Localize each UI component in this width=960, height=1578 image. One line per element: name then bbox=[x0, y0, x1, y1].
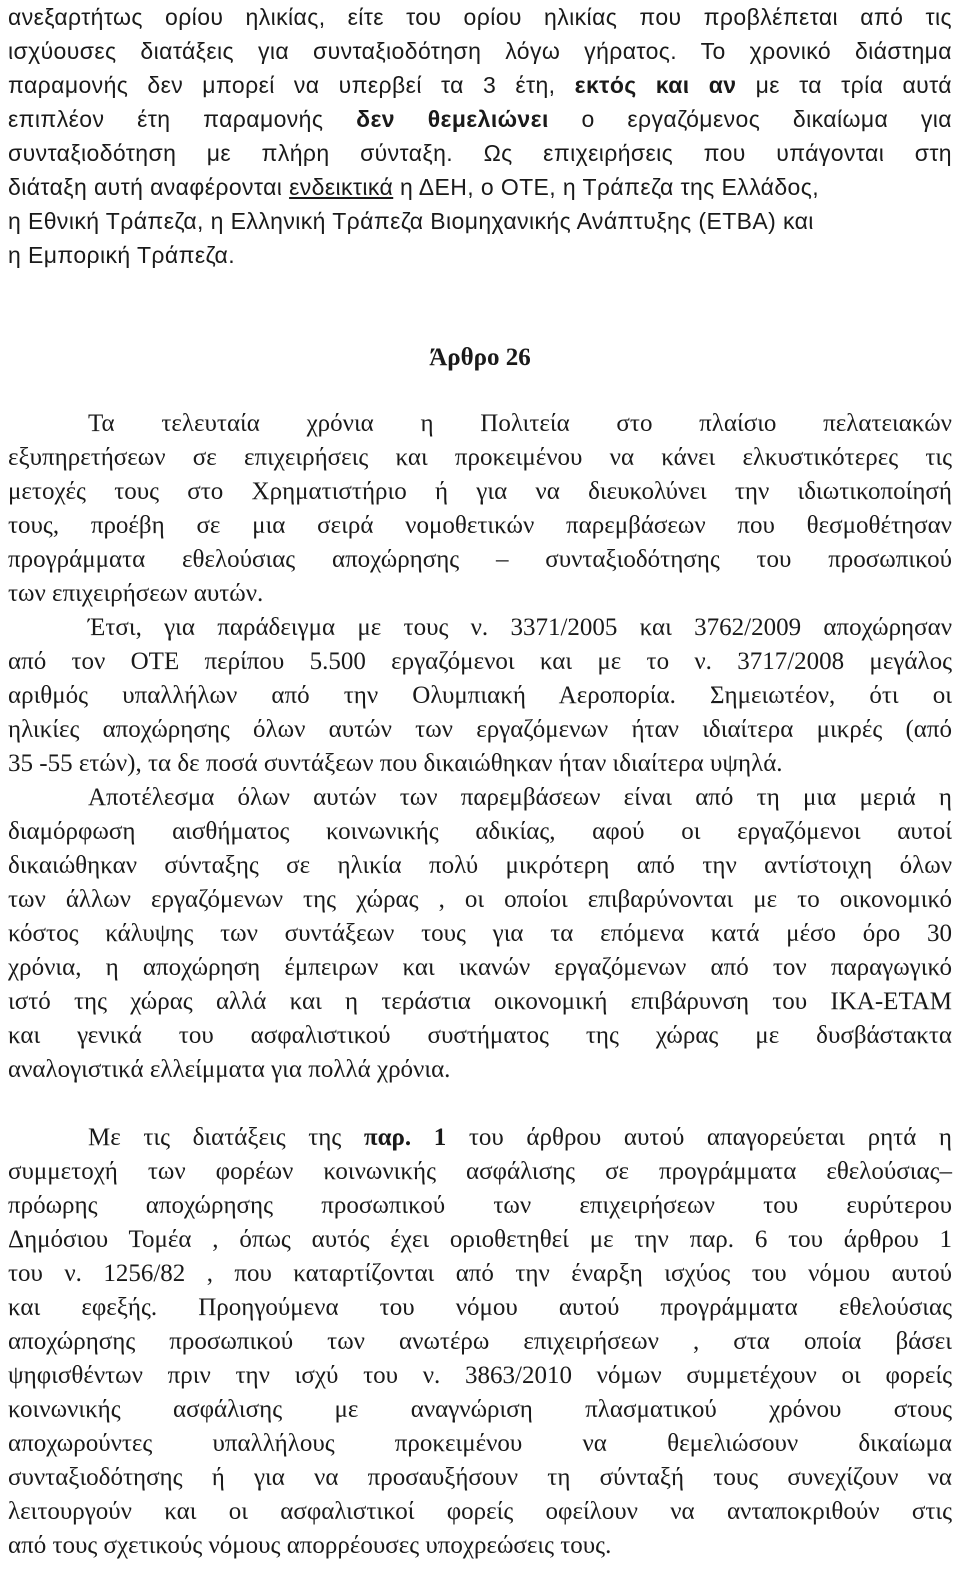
p1-line-1: Τα τελευταία χρόνια η Πολιτεία στο πλαίσιο πελατειακών bbox=[88, 410, 952, 437]
intro-line-8: η Εμπορική Τράπεζα. bbox=[8, 242, 236, 268]
text-run: διάταξη αυτή αναφέρονται bbox=[8, 174, 283, 200]
p4-line-2: συμμετοχή των φορέων κοινωνικής ασφάλισης σε προγράμματα εθελούσιας– bbox=[8, 1158, 952, 1185]
text-run: επιπλέον έτη παραμονής bbox=[8, 106, 324, 132]
p2-line-1: Έτσι, για παράδειγμα με τους ν. 3371/2005 και 3762/2009 αποχώρησαν bbox=[88, 614, 952, 641]
p4-line-5: του ν. 1256/82 , που καταρτίζονται από την έναρξη ισχύος του νόμου αυτού bbox=[8, 1260, 952, 1287]
p4-line-3: πρόωρης αποχώρησης προσωπικού των επιχειρήσεων του ευρύτερου bbox=[8, 1192, 952, 1219]
p3-line-8: και γενικά του ασφαλιστικού συστήματος της χώρας με δυσβάστακτα bbox=[8, 1022, 952, 1049]
bold-phrase: εκτός και αν bbox=[574, 72, 737, 98]
p2-line-5: 35 -55 ετών), τα δε ποσά συντάξεων που δικαιώθηκαν ήταν ιδιαίτερα υψηλά. bbox=[8, 750, 783, 777]
intro-line-1: ανεξαρτήτως ορίου ηλικίας, είτε του ορίου ηλικίας που προβλέπεται από τις bbox=[8, 4, 952, 30]
intro-line-3 bbox=[8, 68, 952, 102]
p4-line-9: κοινωνικής ασφάλισης με αναγνώριση πλασματικού χρόνου στους bbox=[8, 1396, 952, 1423]
text-run: Με τις διατάξεις της bbox=[88, 1124, 342, 1151]
intro-line-4 bbox=[8, 102, 952, 136]
p4-line-11: συνταξιοδότησης ή για να προσαυξήσουν τη σύνταξή τους συνεχίζουν να bbox=[8, 1464, 952, 1491]
p4-line-1 bbox=[88, 1121, 952, 1155]
p1-line-4: τους, προέβη σε μια σειρά νομοθετικών παρεμβάσεων που θεσμοθέτησαν bbox=[8, 512, 952, 539]
p4-line-13: από τους σχετικούς νόμους απορρέουσες υποχρεώσεις τους. bbox=[8, 1532, 612, 1559]
p1-line-2: εξυπηρετήσεων σε επιχειρήσεις και προκειμένου να κάνει ελκυστικότερες τις bbox=[8, 444, 952, 471]
p3-line-7: ιστό της χώρας αλλά και η τεράστια οικονομική επιβάρυνση του ΙΚΑ-ΕΤΑΜ bbox=[8, 988, 952, 1015]
p1-line-5: προγράμματα εθελούσιας αποχώρησης – συνταξιοδότησης του προσωπικού bbox=[8, 546, 952, 573]
p2-line-3: αριθμός υπαλλήλων από την Ολυμπιακή Αεροπορία. Σημειωτέον, ότι οι bbox=[8, 682, 952, 709]
p1-line-3: μετοχές τους στο Χρηματιστήριο ή για να διευκολύνει την ιδιωτικοποίησή bbox=[8, 478, 952, 505]
intro-line-2: ισχύουσες διατάξεις για συνταξιοδότηση λόγω γήρατος. Το χρονικό διάστημα bbox=[8, 38, 952, 64]
p3-line-2: διαμόρφωση αισθήματος κοινωνικής αδικίας, αφού οι εργαζόμενοι αυτοί bbox=[8, 818, 952, 845]
bold-phrase: δεν θεμελιώνει bbox=[356, 106, 549, 132]
p1-line-6: των επιχειρήσεων αυτών. bbox=[8, 580, 264, 607]
article-heading: Άρθρο 26 bbox=[429, 344, 531, 371]
p4-line-8: ψηφισθέντων πριν την ισχύ του ν. 3863/2010 νόμων συμμετέχουν οι φορείς bbox=[8, 1362, 952, 1389]
p3-line-1: Αποτέλεσμα όλων αυτών των παρεμβάσεων είναι από τη μια μεριά η bbox=[88, 784, 952, 811]
text-run: παραμονής δεν μπορεί να υπερβεί τα 3 έτη, bbox=[8, 72, 556, 98]
text-run: με τα τρία αυτά bbox=[755, 72, 952, 98]
intro-line-7: η Εθνική Τράπεζα, η Ελληνική Τράπεζα Βιομηχανικής Ανάπτυξης (ΕΤΒΑ) και bbox=[8, 208, 814, 234]
p2-line-4: ηλικίες αποχώρησης όλων αυτών των εργαζόμενων ήταν ιδιαίτερα μικρές (από bbox=[8, 716, 952, 743]
p3-line-6: χρόνια, η αποχώρηση έμπειρων και ικανών εργαζόμενων από τον παραγωγικό bbox=[8, 954, 952, 981]
p4-line-7: αποχώρησης προσωπικού των ανωτέρω επιχειρήσεων , στα οποία βάσει bbox=[8, 1328, 952, 1355]
p4-line-4: Δημόσιου Τομέα , όπως αυτός έχει οριοθετηθεί με την παρ. 6 του άρθρου 1 bbox=[8, 1226, 952, 1253]
p4-line-10: αποχωρούντες υπαλλήλους προκειμένου να θεμελιώσουν δικαίωμα bbox=[8, 1430, 952, 1457]
text-run: ο εργαζόμενος δικαίωμα για bbox=[581, 106, 952, 132]
p4-line-6: και εφεξής. Προηγούμενα του νόμου αυτού προγράμματα εθελούσιας bbox=[8, 1294, 952, 1321]
p4-line-12: λειτουργούν και οι ασφαλιστικοί φορείς οφείλουν να ανταποκριθούν στις bbox=[8, 1498, 952, 1525]
text-run: του άρθρου αυτού απαγορεύεται ρητά η bbox=[468, 1124, 952, 1151]
p3-line-3: δικαιώθηκαν σύνταξης σε ηλικία πολύ μικρότερη από την αντίστοιχη όλων bbox=[8, 852, 952, 879]
p3-line-9: αναλογιστικά ελλείμματα για πολλά χρόνια. bbox=[8, 1056, 451, 1083]
bold-phrase: παρ. 1 bbox=[363, 1124, 447, 1151]
intro-line-6 bbox=[8, 170, 952, 204]
underlined-phrase: ενδεικτικά bbox=[289, 174, 394, 200]
p2-line-2: από τον ΟΤΕ περίπου 5.500 εργαζόμενοι και με το ν. 3717/2008 μεγάλος bbox=[8, 648, 952, 675]
intro-line-5: συνταξιοδότηση με πλήρη σύνταξη. Ως επιχειρήσεις που υπάγονται στη bbox=[8, 140, 952, 166]
p3-line-4: των άλλων εργαζόμενων της χώρας , οι οποίοι επιβαρύνονται με το οικονομικό bbox=[8, 886, 952, 913]
p3-line-5: κόστος κάλυψης των συντάξεων τους για τα επόμενα κατά μέσο όρο 30 bbox=[8, 920, 952, 947]
text-run: η ΔΕΗ, ο ΟΤΕ, η Τράπεζα της Ελλάδος, bbox=[400, 174, 819, 200]
